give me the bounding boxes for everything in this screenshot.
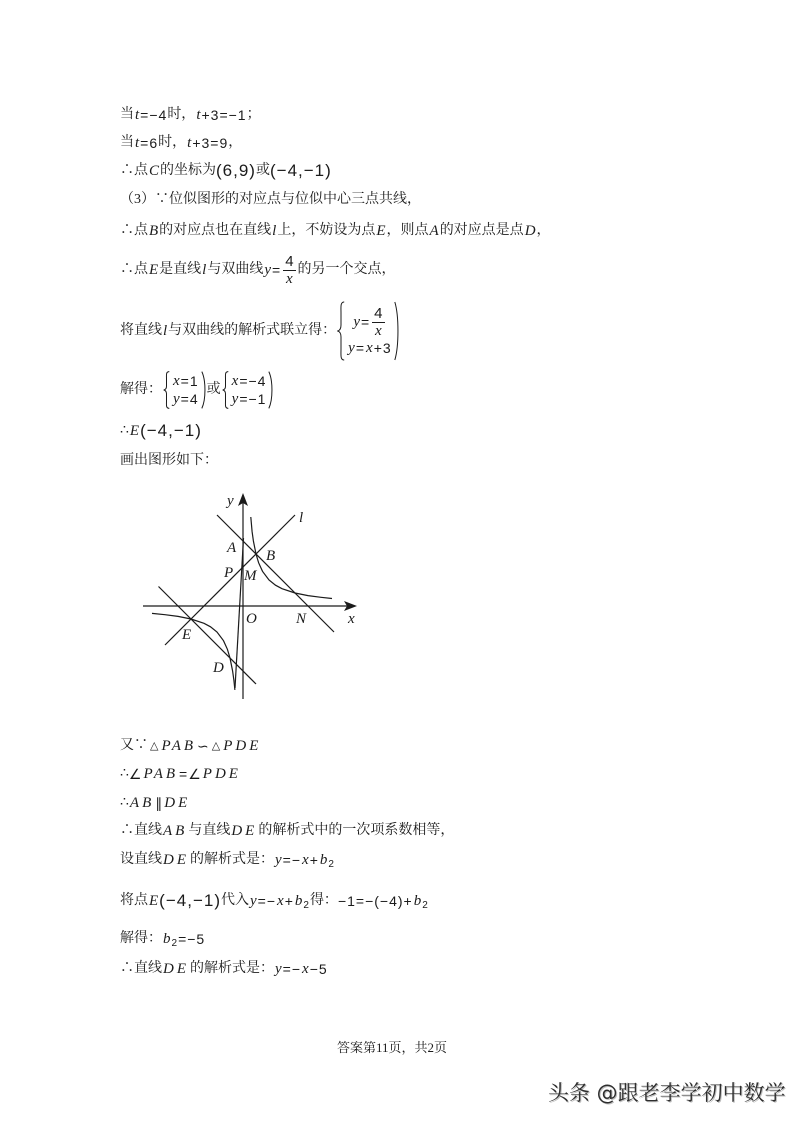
solution-line-12	[120, 765, 242, 783]
point-e-label: E	[182, 627, 192, 643]
text: 的解析式是：	[190, 961, 274, 976]
line-label: l	[163, 323, 168, 339]
text: 解得：	[120, 382, 162, 397]
solution-line-7	[120, 299, 400, 363]
coordinate: (−4,−1)	[159, 891, 221, 910]
point-label: E	[376, 223, 386, 239]
segment-name: AB	[129, 795, 155, 811]
solution-line-9	[120, 421, 202, 441]
variable-b: b	[163, 931, 171, 947]
text: 是直线	[159, 262, 202, 277]
triangle-symbol: △	[211, 739, 221, 752]
plus: +	[284, 893, 294, 909]
math: =−5	[178, 931, 206, 947]
variable-y: y	[275, 852, 282, 868]
coordinate: (−4,−1)	[140, 421, 202, 440]
equation-row-2	[347, 339, 392, 357]
point-label: D	[524, 223, 536, 239]
variable-x: x	[277, 893, 284, 909]
fraction-numerator: 4	[374, 304, 383, 322]
equals: =	[179, 766, 189, 782]
hyperbola-lower-branch	[152, 613, 235, 690]
text: 代入	[220, 893, 249, 908]
solution-line-4	[120, 191, 421, 209]
text: ；	[246, 107, 261, 122]
equals: =	[355, 339, 366, 356]
text: 将点	[120, 893, 148, 908]
text: 的解析式是：	[190, 852, 274, 867]
equation-row-1	[347, 306, 392, 339]
math: =−4	[239, 373, 267, 389]
segment-name: DE	[164, 795, 191, 811]
text: 当	[120, 135, 134, 150]
math: +3=9	[192, 135, 229, 151]
solution-line-2	[120, 134, 242, 152]
text: 的解析式中的一次项系数相等，	[258, 823, 455, 838]
point-label: A	[429, 223, 439, 239]
fraction-denominator: x	[375, 322, 382, 339]
solution-line-5	[120, 222, 551, 240]
point-d-label: D	[213, 660, 224, 676]
variable-y: y	[173, 391, 180, 407]
math: =−	[257, 893, 277, 909]
right-paren-icon	[268, 371, 273, 409]
text: 将直线	[120, 323, 162, 338]
variable-x: x	[173, 373, 180, 389]
angle-name: PAB	[143, 766, 179, 782]
point-label: E	[129, 423, 140, 439]
solution-line-16	[120, 891, 429, 911]
plus: +	[309, 852, 319, 868]
equals: =	[272, 262, 282, 278]
variable-y: y	[249, 893, 257, 909]
math: −5	[309, 961, 328, 977]
x-axis-label: x	[348, 611, 355, 627]
math: =−	[282, 961, 302, 977]
text: 画出图形如下：	[120, 453, 218, 468]
text: 时，	[158, 135, 187, 150]
text: ∴直线	[120, 961, 162, 976]
equation-rows	[170, 372, 201, 408]
text: （3）∵位似图形的对应点与位似中心三点共线，	[120, 192, 421, 207]
point-m-label: M	[244, 568, 257, 584]
point-b-label: B	[266, 548, 276, 564]
variable-x: x	[302, 961, 309, 977]
solution-line-13	[120, 794, 191, 812]
text: 的对应点也在直线	[159, 223, 272, 238]
text: 又∵	[120, 738, 148, 753]
variable-y: y	[264, 262, 272, 278]
triangle-name: PDE	[223, 738, 262, 754]
triangle-name: PAB	[161, 738, 197, 754]
segment-name: DE	[163, 852, 189, 868]
equation-rows	[345, 306, 394, 357]
text: ，则点	[386, 223, 429, 238]
solution-line-3	[120, 161, 332, 181]
hyperbola-upper-branch	[251, 517, 332, 599]
equation-row-2	[231, 390, 267, 408]
point-label: E	[149, 893, 159, 909]
triangle-symbol: △	[150, 739, 159, 752]
variable-t: t	[187, 135, 192, 151]
text: 的对应点是点	[439, 223, 524, 238]
point-label: E	[149, 262, 159, 278]
text: 的坐标为	[160, 163, 217, 178]
angle-symbol: ∠	[188, 766, 202, 782]
point-n-label: N	[296, 611, 307, 627]
fraction	[283, 254, 295, 287]
solution-system-1	[163, 371, 206, 409]
variable-y: y	[348, 339, 355, 356]
therefore-symbol: ∴	[120, 423, 129, 438]
subscript: 2	[328, 859, 334, 870]
text: 与双曲线	[207, 262, 264, 277]
text: 设直线	[120, 852, 162, 867]
coordinate: (6,9)	[216, 161, 256, 180]
line-ad	[235, 538, 244, 688]
text: 时，	[167, 107, 196, 122]
y-axis-label: y	[227, 493, 234, 509]
point-label: B	[149, 223, 159, 239]
fraction-denominator: x	[286, 270, 293, 287]
fraction	[372, 306, 384, 339]
text: 上，不妨设为点	[277, 223, 376, 238]
variable-t: t	[196, 107, 201, 123]
solution-line-14	[120, 822, 454, 840]
variable-t: t	[135, 135, 140, 151]
math: =1	[180, 373, 199, 389]
text: 或	[255, 163, 270, 178]
equation-row-2	[172, 390, 199, 408]
variable-b: b	[413, 893, 422, 909]
variable-y: y	[231, 391, 239, 407]
segment-name: DE	[231, 823, 258, 839]
math: +3=−1	[201, 107, 247, 123]
subscript: 2	[422, 900, 428, 911]
math: =−4	[140, 107, 168, 123]
line-l-label: l	[299, 510, 304, 526]
text: 解得：	[120, 931, 162, 946]
solution-line-18	[120, 960, 328, 978]
math: =−1	[239, 391, 267, 407]
math: +3	[373, 339, 392, 356]
page-footer: 答案第11页，共2页	[337, 1040, 448, 1055]
solution-line-17	[120, 930, 205, 948]
angle-name: PDE	[202, 766, 241, 782]
text: ，	[228, 135, 243, 150]
similar-symbol: ∽	[197, 738, 210, 754]
math: =6	[140, 135, 159, 151]
solution-line-6	[120, 252, 396, 288]
solution-line-10	[120, 452, 218, 470]
equation-row-1	[231, 372, 267, 390]
text: 或	[206, 382, 221, 397]
point-a-label: A	[227, 540, 237, 556]
text: ∴点	[120, 163, 148, 178]
text: ，	[536, 223, 551, 238]
line-label: l	[272, 223, 277, 239]
solution-line-15	[120, 851, 335, 869]
segment-name: AB	[163, 823, 188, 839]
fraction-numerator: 4	[285, 252, 294, 270]
geometry-figure	[140, 485, 370, 700]
math: =4	[180, 391, 199, 407]
point-p-label: P	[224, 565, 234, 581]
left-brace-icon	[222, 371, 229, 409]
subscript: 2	[171, 938, 178, 949]
parallel-symbol: ∥	[155, 795, 164, 811]
text: ∴点	[120, 223, 148, 238]
segment-name: DE	[163, 961, 189, 977]
line-ab	[217, 515, 334, 632]
equation-rows	[229, 372, 269, 408]
equals: =	[360, 314, 371, 330]
right-paren-icon	[394, 301, 399, 361]
variable-y: y	[275, 961, 282, 977]
left-brace-icon	[337, 301, 345, 361]
solution-line-8	[120, 370, 274, 410]
text: 当	[120, 107, 134, 122]
line-de	[159, 587, 257, 685]
variable-y: y	[353, 314, 360, 330]
equation-row-1	[172, 372, 199, 390]
variable-x: x	[302, 852, 309, 868]
text: 的另一个交点，	[297, 262, 396, 277]
variable-b: b	[319, 852, 328, 868]
variable-t: t	[135, 107, 140, 123]
variable-x: x	[231, 373, 239, 389]
solution-system-2	[222, 371, 274, 409]
line-label: l	[202, 262, 207, 278]
subscript: 2	[303, 900, 309, 911]
variable-b: b	[294, 893, 303, 909]
math: −1=−(−4)+	[337, 893, 413, 909]
text: 得：	[309, 893, 338, 908]
solution-line-11	[120, 737, 262, 755]
coordinate: (−4,−1)	[269, 161, 332, 180]
text: 与直线	[188, 823, 231, 838]
angle-symbol: ∠	[128, 766, 143, 782]
text: ∴直线	[120, 823, 162, 838]
therefore-symbol: ∴	[120, 795, 129, 810]
text: ∴点	[120, 262, 148, 277]
equation-system	[337, 301, 399, 361]
variable-x: x	[366, 339, 373, 356]
text: 与双曲线的解析式联立得：	[168, 323, 337, 338]
math: =−	[282, 852, 302, 868]
origin-label: O	[246, 611, 257, 627]
watermark: 头条 @跟老李学初中数学	[548, 1081, 786, 1105]
point-label: C	[149, 163, 160, 179]
left-brace-icon	[163, 371, 170, 409]
right-paren-icon	[201, 371, 206, 409]
therefore-symbol: ∴	[120, 766, 129, 781]
solution-line-1	[120, 106, 261, 124]
